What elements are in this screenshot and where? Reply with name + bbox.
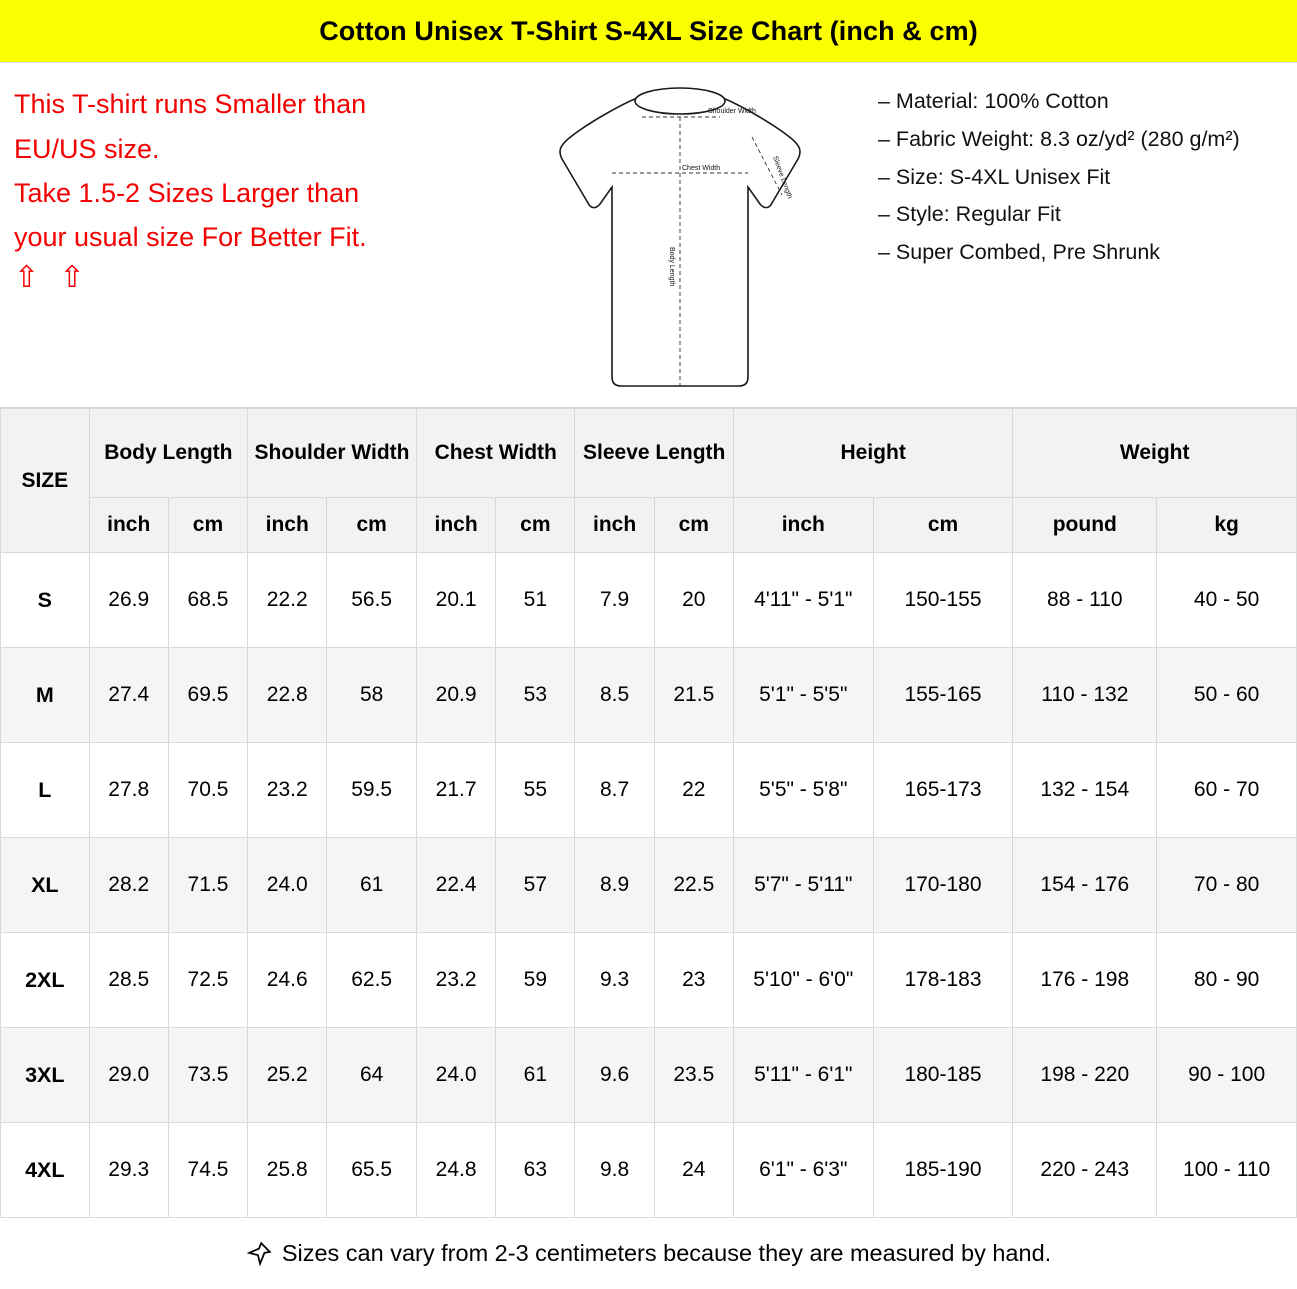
footer-note [0,1218,1297,1289]
cell-height-cm: 185-190 [873,1123,1013,1218]
cell-chest-in: 21.7 [416,743,495,838]
cell-sleeve-in: 8.9 [575,838,654,933]
cell-height-cm: 180-185 [873,1028,1013,1123]
up-arrows-icon: ⇧ ⇧ [14,260,91,294]
cell-sleeve-cm: 24 [654,1123,733,1218]
unit-header: inch [89,498,168,553]
cell-body-in: 29.0 [89,1028,168,1123]
cell-shoulder-in: 23.2 [248,743,327,838]
cell-weight-kg: 50 - 60 [1157,648,1297,743]
cell-weight-lb: 176 - 198 [1013,933,1157,1028]
cell-weight-kg: 70 - 80 [1157,838,1297,933]
cell-sleeve-cm: 22.5 [654,838,733,933]
sleeve-length-label: Sleeve Length [771,155,794,200]
cell-chest-cm: 51 [496,553,575,648]
warning-line-1: This T-shirt runs Smaller than [14,89,367,120]
cell-chest-in: 24.0 [416,1028,495,1123]
table-body [1,553,1297,1218]
cell-body-in: 28.2 [89,838,168,933]
cell-height-in: 5'1" - 5'5" [733,648,873,743]
table-row [1,743,1297,838]
table-row [1,1028,1297,1123]
cell-body-cm: 68.5 [168,553,247,648]
cell-weight-lb: 110 - 132 [1013,648,1157,743]
cell-size: 2XL [1,933,90,1028]
cell-body-cm: 70.5 [168,743,247,838]
shoulder-width-label: Shoulder Width [708,108,756,116]
warning-line-3: Take 1.5-2 Sizes Larger than [14,177,360,208]
cell-size: XL [1,838,90,933]
cell-height-in: 5'7" - 5'11" [733,838,873,933]
unit-header: cm [168,498,247,553]
table-row [1,648,1297,743]
cell-chest-in: 24.8 [416,1123,495,1218]
cell-chest-in: 20.1 [416,553,495,648]
unit-header: inch [248,498,327,553]
cell-height-cm: 178-183 [873,933,1013,1028]
cell-chest-cm: 63 [496,1123,575,1218]
cell-shoulder-cm: 56.5 [327,553,417,648]
cell-sleeve-in: 8.7 [575,743,654,838]
cell-sleeve-cm: 22 [654,743,733,838]
cell-weight-lb: 154 - 176 [1013,838,1157,933]
cell-weight-kg: 60 - 70 [1157,743,1297,838]
table-row [1,933,1297,1028]
unit-header: inch [733,498,873,553]
cell-body-cm: 69.5 [168,648,247,743]
spec-item: – Size: S-4XL Unisex Fit [878,164,1111,189]
cell-height-cm: 165-173 [873,743,1013,838]
cell-chest-cm: 59 [496,933,575,1028]
cell-weight-lb: 132 - 154 [1013,743,1157,838]
cell-height-in: 4'11" - 5'1" [733,553,873,648]
warning-line-2: EU/US size. [14,133,160,164]
product-specs-list [860,63,1297,407]
cell-shoulder-cm: 62.5 [327,933,417,1028]
table-row [1,1123,1297,1218]
table-group-header-row [1,409,1297,498]
cell-shoulder-cm: 65.5 [327,1123,417,1218]
top-info-area [0,63,1297,408]
cell-size: S [1,553,90,648]
cell-weight-lb: 220 - 243 [1013,1123,1157,1218]
cell-body-cm: 73.5 [168,1028,247,1123]
spec-item: – Super Combed, Pre Shrunk [878,239,1161,264]
spec-item: – Fabric Weight: 8.3 oz/yd² (280 g/m²) [878,126,1240,151]
cell-chest-cm: 61 [496,1028,575,1123]
cell-shoulder-in: 25.8 [248,1123,327,1218]
cell-size: 3XL [1,1028,90,1123]
cell-weight-lb: 198 - 220 [1013,1028,1157,1123]
cell-sleeve-cm: 21.5 [654,648,733,743]
cell-height-in: 5'10" - 6'0" [733,933,873,1028]
cell-size: 4XL [1,1123,90,1218]
unit-header: cm [496,498,575,553]
table-unit-header-row [1,498,1297,553]
col-header-weight: Weight [1013,409,1297,498]
cell-sleeve-cm: 23.5 [654,1028,733,1123]
cell-sleeve-cm: 20 [654,553,733,648]
tshirt-diagram [500,63,860,407]
warning-line-4: your usual size For Better Fit. [14,222,367,253]
cell-sleeve-in: 8.5 [575,648,654,743]
pin-icon [246,1241,272,1267]
cell-weight-kg: 90 - 100 [1157,1028,1297,1123]
unit-header: cm [873,498,1013,553]
col-header-height: Height [733,409,1012,498]
col-header-body-length: Body Length [89,409,247,498]
cell-body-cm: 74.5 [168,1123,247,1218]
col-header-sleeve-length: Sleeve Length [575,409,733,498]
cell-height-cm: 155-165 [873,648,1013,743]
cell-shoulder-in: 24.0 [248,838,327,933]
sizing-warning-block [0,63,500,407]
cell-body-in: 28.5 [89,933,168,1028]
cell-height-cm: 170-180 [873,838,1013,933]
cell-height-cm: 150-155 [873,553,1013,648]
cell-height-in: 5'11" - 6'1" [733,1028,873,1123]
size-chart-table [0,408,1297,1218]
unit-header: inch [575,498,654,553]
cell-height-in: 5'5" - 5'8" [733,743,873,838]
unit-header: inch [416,498,495,553]
cell-size: M [1,648,90,743]
cell-sleeve-in: 9.6 [575,1028,654,1123]
unit-header: pound [1013,498,1157,553]
cell-sleeve-in: 9.8 [575,1123,654,1218]
cell-weight-kg: 80 - 90 [1157,933,1297,1028]
unit-header: cm [327,498,417,553]
cell-shoulder-in: 25.2 [248,1028,327,1123]
cell-shoulder-in: 22.2 [248,553,327,648]
cell-shoulder-cm: 61 [327,838,417,933]
body-length-label: Body Length [668,247,675,287]
col-header-size: SIZE [1,409,90,553]
cell-weight-kg: 40 - 50 [1157,553,1297,648]
unit-header: cm [654,498,733,553]
col-header-shoulder-width: Shoulder Width [248,409,417,498]
cell-shoulder-cm: 58 [327,648,417,743]
cell-weight-kg: 100 - 110 [1157,1123,1297,1218]
cell-sleeve-in: 7.9 [575,553,654,648]
cell-shoulder-cm: 59.5 [327,743,417,838]
cell-body-in: 27.8 [89,743,168,838]
cell-body-in: 29.3 [89,1123,168,1218]
cell-height-in: 6'1" - 6'3" [733,1123,873,1218]
cell-weight-lb: 88 - 110 [1013,553,1157,648]
cell-size: L [1,743,90,838]
cell-chest-cm: 55 [496,743,575,838]
spec-item: – Style: Regular Fit [878,202,1061,227]
cell-body-in: 26.9 [89,553,168,648]
spec-item: – Material: 100% Cotton [878,89,1109,114]
cell-body-cm: 71.5 [168,838,247,933]
cell-body-cm: 72.5 [168,933,247,1028]
cell-sleeve-cm: 23 [654,933,733,1028]
cell-chest-cm: 53 [496,648,575,743]
cell-shoulder-in: 24.6 [248,933,327,1028]
cell-sleeve-in: 9.3 [575,933,654,1028]
unit-header: kg [1157,498,1297,553]
cell-shoulder-cm: 64 [327,1028,417,1123]
tshirt-illustration-svg [530,77,830,407]
cell-chest-in: 22.4 [416,838,495,933]
footer-text: Sizes can vary from 2-3 centimeters because they are measured by hand. [281,1240,1052,1267]
cell-chest-in: 20.9 [416,648,495,743]
table-row [1,838,1297,933]
cell-chest-cm: 57 [496,838,575,933]
table-head [1,409,1297,553]
page-title: Cotton Unisex T-Shirt S-4XL Size Chart (inch & cm) [319,15,978,46]
title-banner [0,0,1297,63]
table-row [1,553,1297,648]
chest-width-label: Chest Width [682,165,721,173]
cell-body-in: 27.4 [89,648,168,743]
col-header-chest-width: Chest Width [416,409,574,498]
cell-chest-in: 23.2 [416,933,495,1028]
cell-shoulder-in: 22.8 [248,648,327,743]
